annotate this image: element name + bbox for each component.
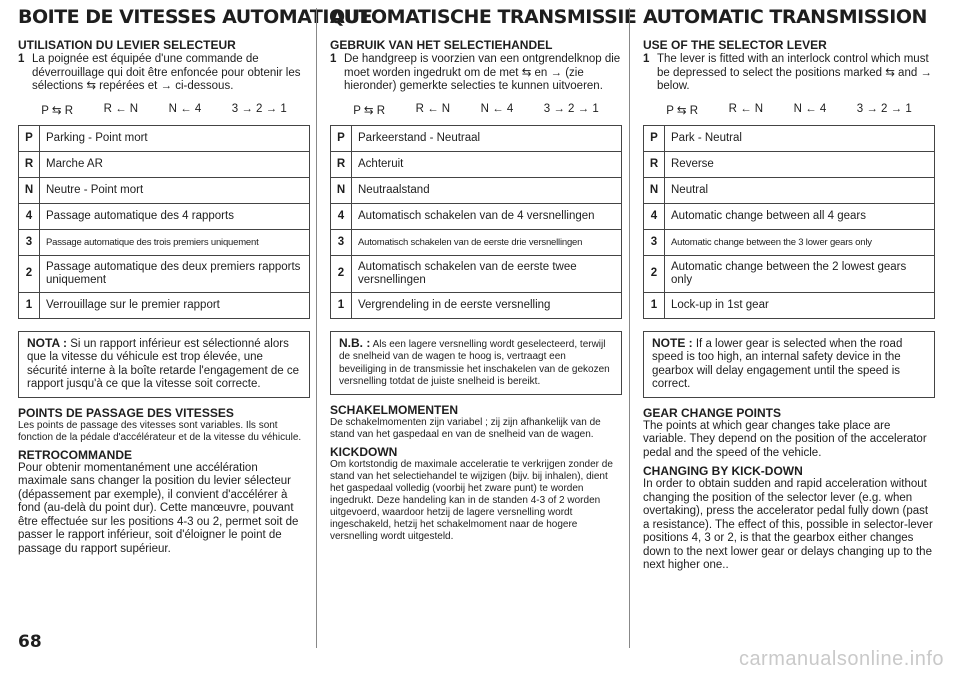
points-heading: GEAR CHANGE POINTS bbox=[643, 405, 782, 420]
table-row bbox=[331, 177, 622, 203]
table-row bbox=[644, 255, 935, 292]
gear-desc: Automatisch schakelen van de eerste drie versnellingen bbox=[352, 229, 622, 255]
table-row bbox=[19, 229, 310, 255]
gear-table bbox=[643, 125, 935, 319]
instruction-item bbox=[330, 53, 622, 94]
instruction-item bbox=[18, 53, 310, 94]
gear-letter: P bbox=[19, 125, 40, 151]
item-number: 1 bbox=[330, 53, 337, 65]
gear-desc: Automatisch schakelen van de eerste twee versnellingen bbox=[352, 255, 622, 292]
table-row bbox=[19, 177, 310, 203]
gear-letter: R bbox=[19, 151, 40, 177]
gear-letter: P bbox=[644, 125, 665, 151]
note-box bbox=[643, 331, 935, 398]
note-box bbox=[18, 331, 310, 398]
table-row bbox=[331, 255, 622, 292]
kickdown-text: Pour obtenir momentanément une accélération maximale sans changer la position du levier sélecteur (dépassement par exemple), il convient d'accélérer à fond (au-delà du point dur). Cette manœuvre, pouvant être effectuée sur les positions 4-3 ou 2, permet soit de passer le rapport inférieur, soit d'éloigner le point de passage du rapport supérieur. bbox=[18, 461, 299, 555]
item-text: De handgreep is voorzien van een ontgrendelknop die moet worden ingedrukt om de met ⇆ en → (zie hieronder) gemerkte selecties te kunnen uitvoeren. bbox=[344, 53, 621, 92]
gear-letter: 3 bbox=[331, 229, 352, 255]
note-text: Als een lagere versnelling wordt geselecteerd, terwijl de snelheid van de wagen te hoog is, vertraagt een beveiliging in de transmissie het inschakelen van de gekozen versnelling totdat de juiste snelheid is bereikt. bbox=[339, 338, 610, 387]
gear-letter: 1 bbox=[19, 292, 40, 318]
gear-letter: N bbox=[331, 177, 352, 203]
table-row bbox=[331, 292, 622, 318]
table-row bbox=[19, 151, 310, 177]
gear-letter: R bbox=[644, 151, 665, 177]
shift-step: P ⇆ R bbox=[41, 104, 74, 117]
section-title: AUTOMATISCHE TRANSMISSIE bbox=[330, 6, 637, 28]
table-row bbox=[644, 151, 935, 177]
table-row bbox=[19, 292, 310, 318]
table-row bbox=[331, 125, 622, 151]
kickdown-text: In order to obtain sudden and rapid acceleration without changing the position of the selector lever (e.g. when overtaking), press the accelerator pedal fully down (past a resistance). The effect of this, possible in selector-lever positions 4, 3 or 2, is that the gearbox either changes down to the next lower gear or delays changing up to the next higher one.. bbox=[643, 478, 933, 571]
instruction-item bbox=[643, 53, 935, 94]
gear-letter: 1 bbox=[331, 292, 352, 318]
shift-step: R ← N bbox=[728, 102, 764, 115]
column-dutch bbox=[330, 6, 637, 547]
table-row bbox=[19, 125, 310, 151]
table-row bbox=[644, 177, 935, 203]
gear-desc: Automatisch schakelen van de 4 versnellingen bbox=[352, 203, 622, 229]
table-row bbox=[644, 292, 935, 318]
points-text: De schakelmomenten zijn variabel ; zij zijn afhankelijk van de stand van het gaspedaal en van de snelheid van de wagen. bbox=[330, 416, 601, 440]
gear-desc: Neutraalstand bbox=[352, 177, 622, 203]
points-text: The points at which gear changes take place are variable. They depend on the position of the accelerator pedal and the speed of the vehicle. bbox=[643, 419, 927, 459]
shift-step: 3 → 2 → 1 bbox=[543, 102, 599, 115]
gear-letter: 4 bbox=[331, 203, 352, 229]
item-text: The lever is fitted with an interlock control which must be depressed to select the positions marked ⇆ and → below. bbox=[657, 53, 932, 92]
gear-letter: 3 bbox=[19, 229, 40, 255]
shift-step: N ← 4 bbox=[168, 102, 202, 115]
shift-pattern bbox=[18, 103, 310, 117]
gear-table bbox=[330, 125, 622, 319]
gear-desc: Passage automatique des trois premiers uniquement bbox=[40, 229, 310, 255]
gear-letter: 4 bbox=[644, 203, 665, 229]
table-row bbox=[331, 229, 622, 255]
selector-heading: USE OF THE SELECTOR LEVER bbox=[643, 38, 827, 52]
gear-desc: Neutral bbox=[665, 177, 935, 203]
gear-desc: Passage automatique des 4 rapports bbox=[40, 203, 310, 229]
gear-letter: 2 bbox=[19, 255, 40, 292]
gear-desc: Lock-up in 1st gear bbox=[665, 292, 935, 318]
item-number: 1 bbox=[643, 53, 650, 65]
gear-desc: Passage automatique des deux premiers rapports uniquement bbox=[40, 255, 310, 292]
table-row bbox=[644, 203, 935, 229]
note-label: NOTA : bbox=[27, 335, 67, 350]
shift-step: P ⇆ R bbox=[666, 104, 699, 117]
gear-desc: Vergrendeling in de eerste versnelling bbox=[352, 292, 622, 318]
gear-letter: P bbox=[331, 125, 352, 151]
table-row bbox=[331, 151, 622, 177]
item-text: La poignée est équipée d'une commande de déverrouillage qui doit être enfoncée pour obtenir les sélections ⇆ repérées et → ci-dessous. bbox=[32, 53, 301, 92]
points-text: Les points de passage des vitesses sont variables. Ils sont fonction de la pédale d'accélérateur et de la vitesse du véhicule. bbox=[18, 419, 302, 443]
gear-letter: N bbox=[19, 177, 40, 203]
column-english bbox=[643, 6, 935, 577]
kickdown-text: Om kortstondig de maximale acceleratie te verkrijgen zonder de stand van het selectiehandel te wijzigen (bijv. bij inhalen), dient het gaspedaal volledig (voorbij het zware punt) te worden ingedrukt. Deze handeling kan in de standen 4-3 of 2 worden uitgevoerd, waardoor hetzij de lagere versnelling wordt ingeschakeld, hetzij het schakelmoment naar de hogere versnelling wordt uitgesteld. bbox=[330, 458, 613, 542]
note-text: If a lower gear is selected when the road speed is too high, an internal safety device in the gearbox will delay engagement until the speed is correct. bbox=[652, 337, 903, 390]
page-number: 68 bbox=[18, 632, 42, 652]
gear-letter: 3 bbox=[644, 229, 665, 255]
table-row bbox=[19, 255, 310, 292]
table-row bbox=[644, 229, 935, 255]
gear-letter: R bbox=[331, 151, 352, 177]
gear-desc: Achteruit bbox=[352, 151, 622, 177]
points-heading: SCHAKELMOMENTEN bbox=[330, 402, 458, 417]
points-heading: POINTS DE PASSAGE DES VITESSES bbox=[18, 405, 234, 420]
gear-desc: Automatic change between the 2 lowest gears only bbox=[665, 255, 935, 292]
gear-desc: Automatic change between the 3 lower gears only bbox=[665, 229, 935, 255]
shift-step: R ← N bbox=[415, 102, 451, 115]
shift-step: N ← 4 bbox=[793, 102, 827, 115]
shift-pattern bbox=[643, 103, 935, 117]
shift-pattern bbox=[330, 103, 622, 117]
watermark: carmanualsonline.info bbox=[738, 648, 944, 670]
kickdown-heading: KICKDOWN bbox=[330, 444, 398, 459]
gear-table bbox=[18, 125, 310, 319]
gear-letter: 4 bbox=[19, 203, 40, 229]
note-box bbox=[330, 331, 622, 395]
shift-step: R ← N bbox=[103, 102, 139, 115]
table-row bbox=[644, 125, 935, 151]
gear-letter: N bbox=[644, 177, 665, 203]
shift-step: 3 → 2 → 1 bbox=[856, 102, 912, 115]
shift-step: N ← 4 bbox=[480, 102, 514, 115]
item-number: 1 bbox=[18, 53, 25, 65]
shift-step: P ⇆ R bbox=[353, 104, 386, 117]
gear-desc: Marche AR bbox=[40, 151, 310, 177]
selector-heading: GEBRUIK VAN HET SELECTIEHANDEL bbox=[330, 38, 553, 52]
note-text: Si un rapport inférieur est sélectionné alors que la vitesse du véhicule est trop élevée, une sécurité interne à la boîte retarde l'engagement de ce rapport jusqu'à ce que la vitesse soit correcte. bbox=[27, 337, 299, 390]
table-row bbox=[19, 203, 310, 229]
selector-heading: UTILISATION DU LEVIER SELECTEUR bbox=[18, 38, 236, 52]
section-title: BOITE DE VITESSES AUTOMATIQUE bbox=[18, 6, 373, 28]
gear-desc: Automatic change between all 4 gears bbox=[665, 203, 935, 229]
gear-letter: 2 bbox=[644, 255, 665, 292]
gear-desc: Parking - Point mort bbox=[40, 125, 310, 151]
shift-step: 3 → 2 → 1 bbox=[231, 102, 287, 115]
gear-desc: Parkeerstand - Neutraal bbox=[352, 125, 622, 151]
section-title: AUTOMATIC TRANSMISSION bbox=[643, 6, 927, 28]
gear-desc: Neutre - Point mort bbox=[40, 177, 310, 203]
note-label: N.B. : bbox=[339, 335, 371, 350]
gear-letter: 2 bbox=[331, 255, 352, 292]
table-row bbox=[331, 203, 622, 229]
gear-letter: 1 bbox=[644, 292, 665, 318]
gear-desc: Park - Neutral bbox=[665, 125, 935, 151]
gear-desc: Reverse bbox=[665, 151, 935, 177]
column-divider bbox=[629, 8, 630, 648]
column-divider bbox=[316, 8, 317, 648]
gear-desc: Verrouillage sur le premier rapport bbox=[40, 292, 310, 318]
note-label: NOTE : bbox=[652, 335, 693, 350]
kickdown-heading: RETROCOMMANDE bbox=[18, 447, 132, 462]
kickdown-heading: CHANGING BY KICK-DOWN bbox=[643, 464, 803, 478]
